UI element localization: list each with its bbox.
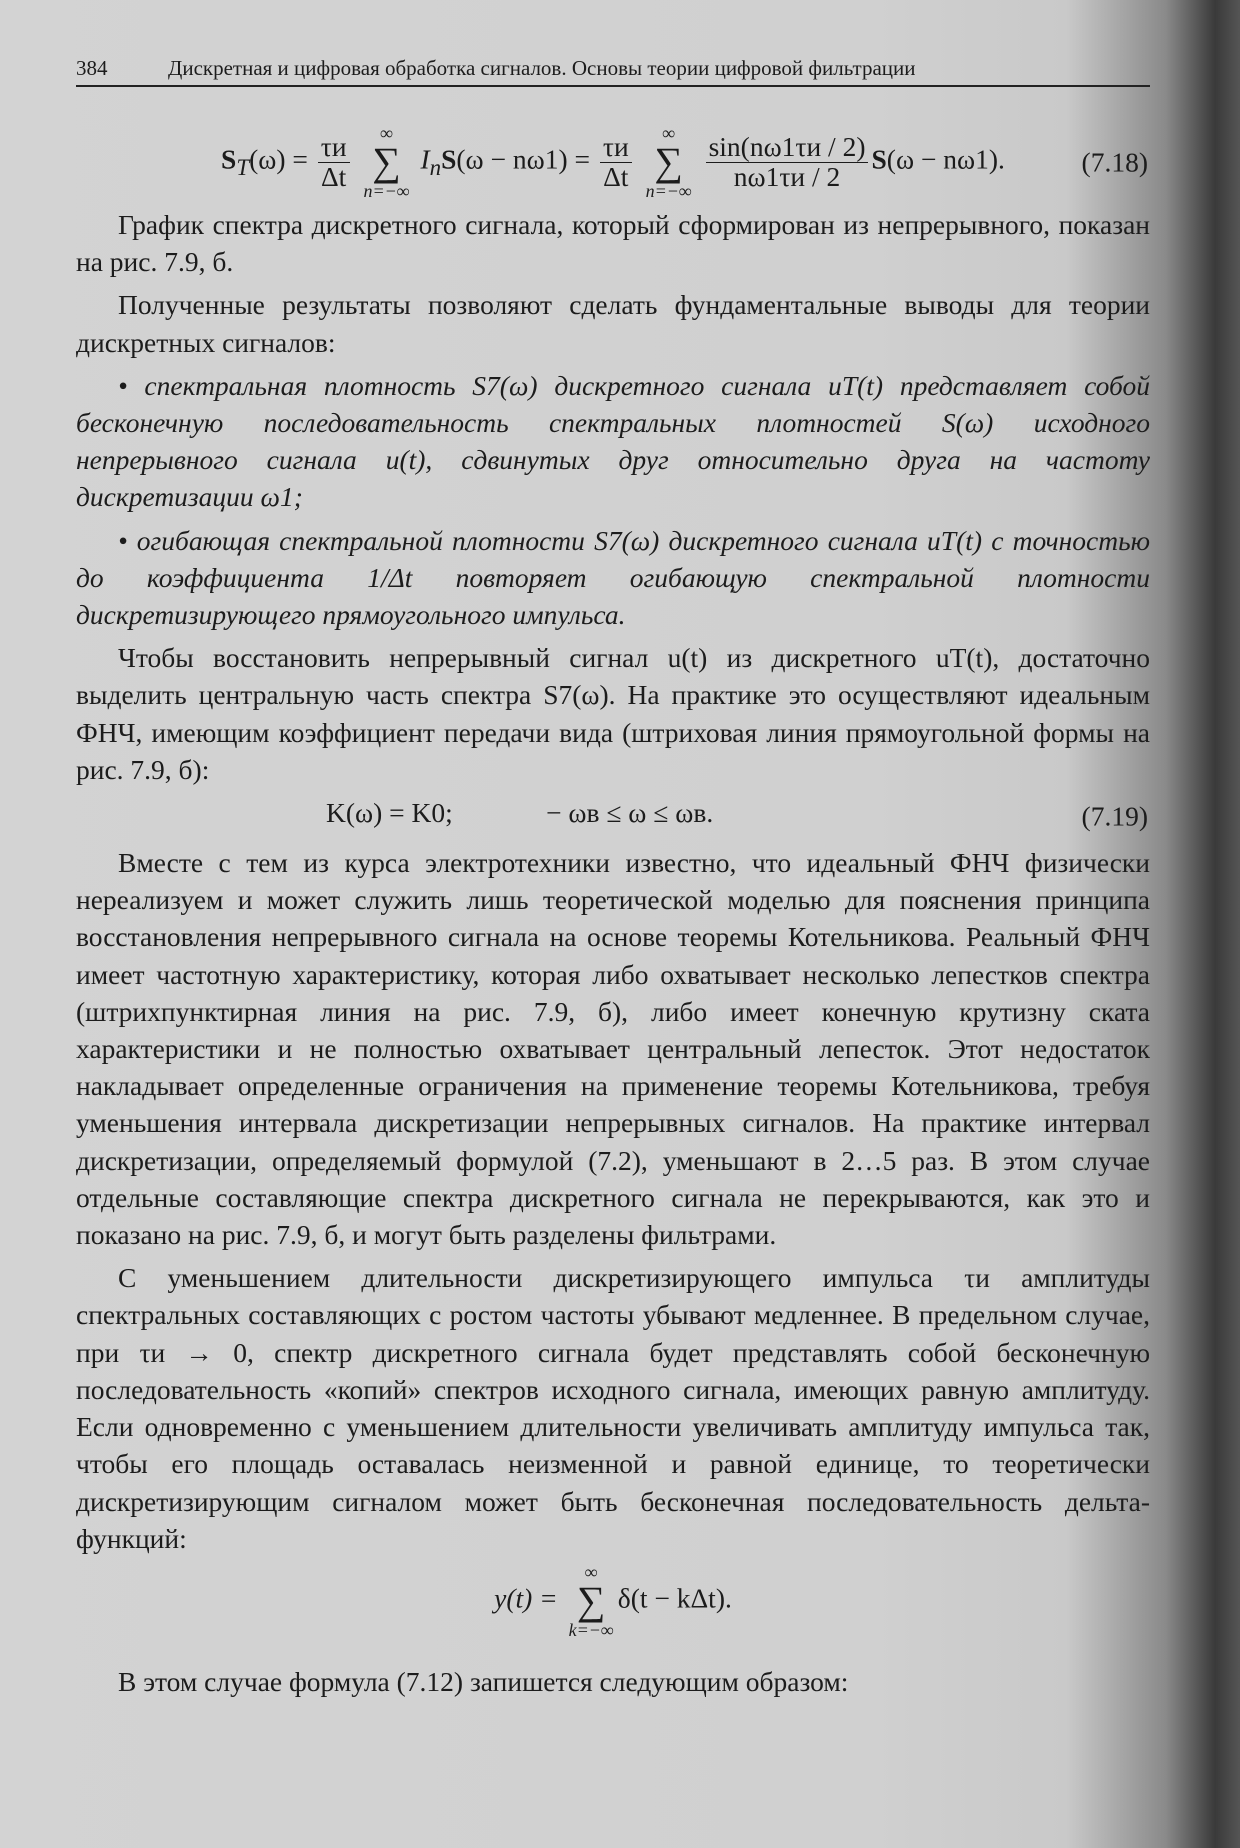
eq718-sum2-sign: ∑ — [654, 139, 683, 184]
eq718-lhs: S — [221, 143, 237, 175]
equation-7-19 — [76, 794, 1150, 838]
eq718-term-arg: (ω − nω1) = — [456, 143, 591, 175]
eq718-coef-num: τи — [318, 133, 350, 163]
eq718-sum2-bottom: n=−∞ — [645, 181, 692, 201]
paragraph-1: График спектра дискретного сигнала, который сформирован из непрерывного, показан на рис. 7.9, б. — [76, 209, 1150, 278]
equation-delta-train — [76, 1563, 1150, 1657]
paragraph-3: Чтобы восстановить непрерывный сигнал u(t) из дискретного uT(t), достаточно выделить центральную часть спектра S7(ω). На практике это осуществляют идеальным ФНЧ, имеющим коэффициент передачи вида (штриховая линия прямоугольной формы на рис. 7.9, б): — [76, 642, 1150, 785]
eq718-coef2-den: Δt — [603, 160, 629, 192]
running-title: Дискретная и цифровая обработка сигналов. Основы теории цифровой фильтрации — [168, 56, 916, 80]
eq718-sum-1 — [363, 124, 409, 200]
eq718-sum1-bottom: n=−∞ — [363, 181, 410, 201]
eq718-coef-fraction — [318, 130, 350, 192]
eq718-lhs-arg: (ω) = — [249, 143, 308, 175]
eq718-term-sub: n — [429, 154, 442, 180]
eq718-sinc-den: nω1τи / 2 — [733, 160, 841, 192]
eq718-sum-2 — [646, 124, 692, 200]
eqy-sum-top: ∞ — [584, 1561, 598, 1582]
eqy-lhs: y(t) = — [494, 1582, 558, 1614]
eq718-term-s: S — [441, 143, 457, 175]
eq718-tail-arg: (ω − nω1). — [886, 143, 1005, 175]
paragraph-2: Полученные результаты позволяют сделать фундаментальные выводы для теории дискретных сигналов: — [76, 289, 1150, 358]
eq718-sum2-top: ∞ — [662, 123, 676, 143]
equation-number-7-19: (7.19) — [1081, 800, 1148, 832]
page-number: 384 — [76, 56, 108, 80]
equation-number-7-18: (7.18) — [1081, 146, 1148, 178]
eq718-sinc-fraction — [706, 130, 869, 192]
bullet-item-1: • спектральная плотность S7(ω) дискретного сигнала uT(t) представляет собой бесконечную последовательность спектральных плотностей S(ω) исходного непрерывного сигнала u(t), сдвинутых друг относительно друга на частоту дискретизации ω1; — [76, 369, 1150, 513]
eq719-lhs: K(ω) = K0; — [326, 797, 453, 829]
eq718-term-i: I — [420, 143, 430, 175]
paragraph-5: С уменьшением длительности дискретизирующего импульса τи амплитуды спектральных составляющих с ростом частоты убывают медленнее. В предельном случае, при τи → 0, спектр дискретного сигнала будет представлять собой бесконечную последовательность «копий» спектров исходного сигнала, имеющих равную амплитуду. Если одновременно с уменьшением длительности увеличивать амплитуду импульса так, чтобы его площадь оставалась неизменной и равной единице, то теоретически дискретизирующим сигналом может быть бесконечная последовательность дельта-функций: — [76, 1262, 1150, 1554]
eq718-coef-fraction-2 — [600, 130, 632, 192]
paragraph-6: В этом случае формула (7.12) запишется следующим образом: — [118, 1665, 849, 1697]
eqy-sum-bottom: k=−∞ — [568, 1619, 614, 1640]
eq719-range: − ωв ≤ ω ≤ ωв. — [546, 797, 714, 829]
eqy-sum — [569, 1563, 614, 1639]
bullet-item-2: • огибающая спектральной плотности S7(ω) дискретного сигнала uT(t) с точностью до коэффициента 1/Δt повторяет огибающую спектральной плотности дискретизирующего прямоугольного импульса. — [76, 524, 1150, 631]
eq718-sum1-top: ∞ — [380, 123, 393, 143]
eq718-lhs-sub: T — [236, 154, 250, 180]
running-header — [76, 56, 1150, 87]
eqy-term: δ(t − kΔt). — [617, 1582, 732, 1614]
eq718-coef2-num: τи — [600, 133, 632, 163]
eqy-sum-sign: ∑ — [576, 1577, 606, 1623]
eq718-coef-den: Δt — [321, 160, 347, 192]
eq718-sum1-sign: ∑ — [372, 139, 401, 184]
eq718-tail-s: S — [871, 143, 887, 175]
equation-7-18 — [76, 124, 1150, 200]
paragraph-4: Вместе с тем из курса электротехники известно, что идеальный ФНЧ физически нереализуем и может служить лишь теоретической моделью для пояснения принципа восстановления непрерывного сигнала на основе теоремы Котельникова. Реальный ФНЧ имеет частотную характеристику, которая либо охватывает несколько лепестков спектра (штрихпунктирная линия на рис. 7.9, б), либо имеет конечную крутизну ската характеристики и не полностью охватывает центральный лепесток. Этот недостаток накладывает определенные ограничения на применение теоремы Котельникова, требуя уменьшения интервала дискретизации непрерывных сигналов. На практике интервал дискретизации, определяемый формулой (7.2), уменьшают в 2…5 раз. В этом случае отдельные составляющие спектра дискретного сигнала не перекрываются, как это и показано на рис. 7.9, б, и могут быть разделены фильтрами. — [76, 847, 1150, 1251]
page-body — [76, 118, 1150, 1700]
eq718-sinc-num: sin(nω1τи / 2) — [706, 133, 869, 163]
